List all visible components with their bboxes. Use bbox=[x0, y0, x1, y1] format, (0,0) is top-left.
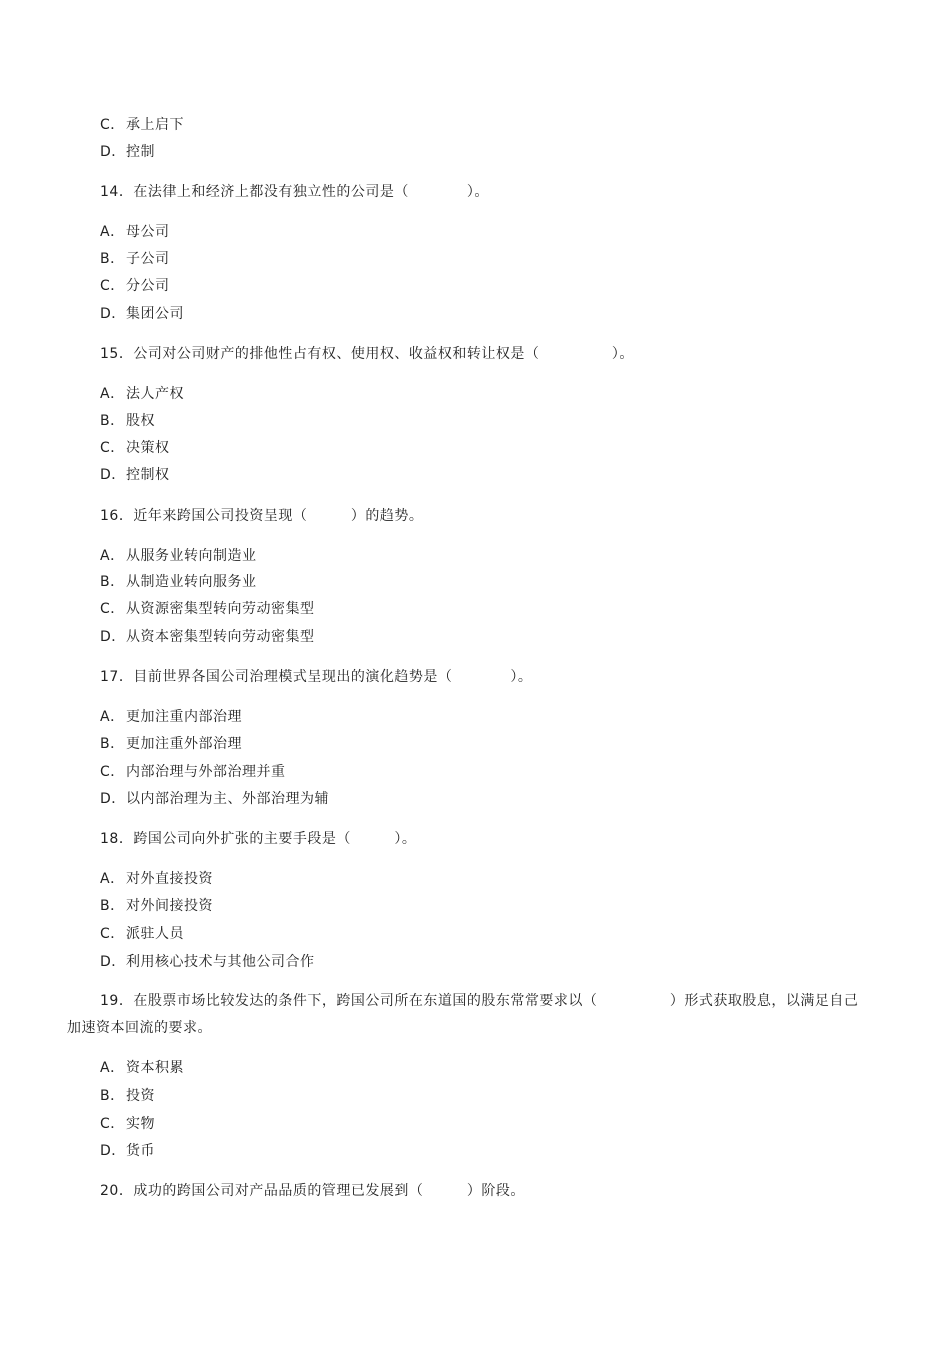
question-line bbox=[100, 991, 858, 1011]
option-letter: B． bbox=[100, 898, 125, 914]
answer-option bbox=[100, 599, 315, 619]
answer-option bbox=[100, 438, 170, 458]
question-text: 成功的跨国公司对产品品质的管理已发展到（ ）阶段。 bbox=[133, 1183, 525, 1199]
option-letter: A． bbox=[100, 1060, 125, 1076]
option-text: 控制 bbox=[126, 144, 155, 160]
question-text: 加速资本回流的要求。 bbox=[67, 1020, 212, 1036]
answer-option bbox=[100, 222, 170, 242]
question-text: 近年来跨国公司投资呈现（ ）的趋势。 bbox=[133, 508, 424, 524]
question-line bbox=[100, 344, 634, 364]
question-number: 19． bbox=[100, 993, 134, 1009]
option-letter: C． bbox=[100, 440, 125, 456]
option-letter: C． bbox=[100, 926, 125, 942]
answer-option bbox=[100, 952, 315, 972]
option-text: 对外间接投资 bbox=[126, 898, 213, 914]
answer-option bbox=[100, 546, 257, 566]
option-letter: D． bbox=[100, 144, 126, 160]
option-text: 承上启下 bbox=[126, 117, 184, 133]
answer-option bbox=[100, 869, 213, 889]
answer-option bbox=[100, 411, 155, 431]
option-text: 利用核心技术与其他公司合作 bbox=[126, 954, 315, 970]
question-text: 公司对公司财产的排他性占有权、使用权、收益权和转让权是（ ）。 bbox=[133, 346, 634, 362]
option-text: 法人产权 bbox=[126, 386, 184, 402]
answer-option bbox=[100, 572, 257, 592]
answer-option bbox=[100, 249, 170, 269]
option-text: 股权 bbox=[126, 413, 155, 429]
option-letter: B． bbox=[100, 413, 125, 429]
option-text: 母公司 bbox=[126, 224, 170, 240]
answer-option bbox=[100, 384, 184, 404]
option-text: 从服务业转向制造业 bbox=[126, 548, 257, 564]
answer-option bbox=[100, 465, 170, 485]
option-letter: A． bbox=[100, 709, 125, 725]
option-letter: A． bbox=[100, 386, 125, 402]
option-letter: C． bbox=[100, 764, 125, 780]
question-text: 目前世界各国公司治理模式呈现出的演化趋势是（ ）。 bbox=[133, 669, 533, 685]
question-number: 18． bbox=[100, 831, 134, 847]
option-text: 从资源密集型转向劳动密集型 bbox=[126, 601, 315, 617]
option-text: 从资本密集型转向劳动密集型 bbox=[126, 629, 315, 645]
option-text: 投资 bbox=[126, 1088, 155, 1104]
answer-option bbox=[100, 1086, 155, 1106]
option-text: 资本积累 bbox=[126, 1060, 184, 1076]
option-letter: D． bbox=[100, 954, 126, 970]
answer-option bbox=[100, 734, 242, 754]
answer-option bbox=[100, 142, 155, 162]
answer-option bbox=[100, 627, 315, 647]
answer-option bbox=[100, 1058, 184, 1078]
option-text: 更加注重外部治理 bbox=[126, 736, 242, 752]
option-text: 更加注重内部治理 bbox=[126, 709, 242, 725]
option-letter: B． bbox=[100, 1088, 125, 1104]
option-text: 从制造业转向服务业 bbox=[126, 574, 257, 590]
answer-option bbox=[100, 304, 184, 324]
option-text: 实物 bbox=[126, 1116, 155, 1132]
option-text: 决策权 bbox=[126, 440, 170, 456]
option-text: 派驻人员 bbox=[126, 926, 184, 942]
option-letter: C． bbox=[100, 117, 125, 133]
answer-option bbox=[100, 1114, 155, 1134]
option-text: 货币 bbox=[126, 1143, 155, 1159]
question-number: 14． bbox=[100, 184, 134, 200]
answer-option bbox=[100, 762, 286, 782]
answer-option bbox=[100, 115, 184, 135]
option-letter: B． bbox=[100, 736, 125, 752]
option-text: 集团公司 bbox=[126, 306, 184, 322]
answer-option bbox=[100, 276, 170, 296]
question-number: 16． bbox=[100, 508, 134, 524]
option-letter: D． bbox=[100, 1143, 126, 1159]
option-text: 控制权 bbox=[126, 467, 170, 483]
question-line bbox=[100, 829, 416, 849]
option-text: 内部治理与外部治理并重 bbox=[126, 764, 286, 780]
question-number: 20． bbox=[100, 1183, 134, 1199]
answer-option bbox=[100, 924, 184, 944]
question-line bbox=[100, 667, 532, 687]
option-letter: D． bbox=[100, 306, 126, 322]
question-line bbox=[100, 506, 423, 526]
option-letter: A． bbox=[100, 548, 125, 564]
question-number: 17． bbox=[100, 669, 134, 685]
answer-option bbox=[100, 789, 329, 809]
question-text: 跨国公司向外扩张的主要手段是（ ）。 bbox=[133, 831, 417, 847]
option-letter: D． bbox=[100, 467, 126, 483]
option-letter: C． bbox=[100, 278, 125, 294]
question-continuation bbox=[67, 1018, 212, 1038]
answer-option bbox=[100, 896, 213, 916]
option-text: 以内部治理为主、外部治理为辅 bbox=[126, 791, 329, 807]
option-text: 分公司 bbox=[126, 278, 170, 294]
option-letter: D． bbox=[100, 629, 126, 645]
question-number: 15． bbox=[100, 346, 134, 362]
answer-option bbox=[100, 707, 242, 727]
question-line bbox=[100, 1181, 525, 1201]
question-line bbox=[100, 182, 489, 202]
answer-option bbox=[100, 1141, 155, 1161]
option-letter: C． bbox=[100, 601, 125, 617]
option-letter: A． bbox=[100, 224, 125, 240]
option-letter: D． bbox=[100, 791, 126, 807]
option-text: 子公司 bbox=[126, 251, 170, 267]
option-text: 对外直接投资 bbox=[126, 871, 213, 887]
option-letter: C． bbox=[100, 1116, 125, 1132]
question-text: 在法律上和经济上都没有独立性的公司是（ ）。 bbox=[133, 184, 489, 200]
option-letter: B． bbox=[100, 574, 125, 590]
option-letter: A． bbox=[100, 871, 125, 887]
question-text: 在股票市场比较发达的条件下，跨国公司所在东道国的股东常常要求以（ ）形式获取股息，以满足自己 bbox=[133, 993, 859, 1009]
option-letter: B． bbox=[100, 251, 125, 267]
